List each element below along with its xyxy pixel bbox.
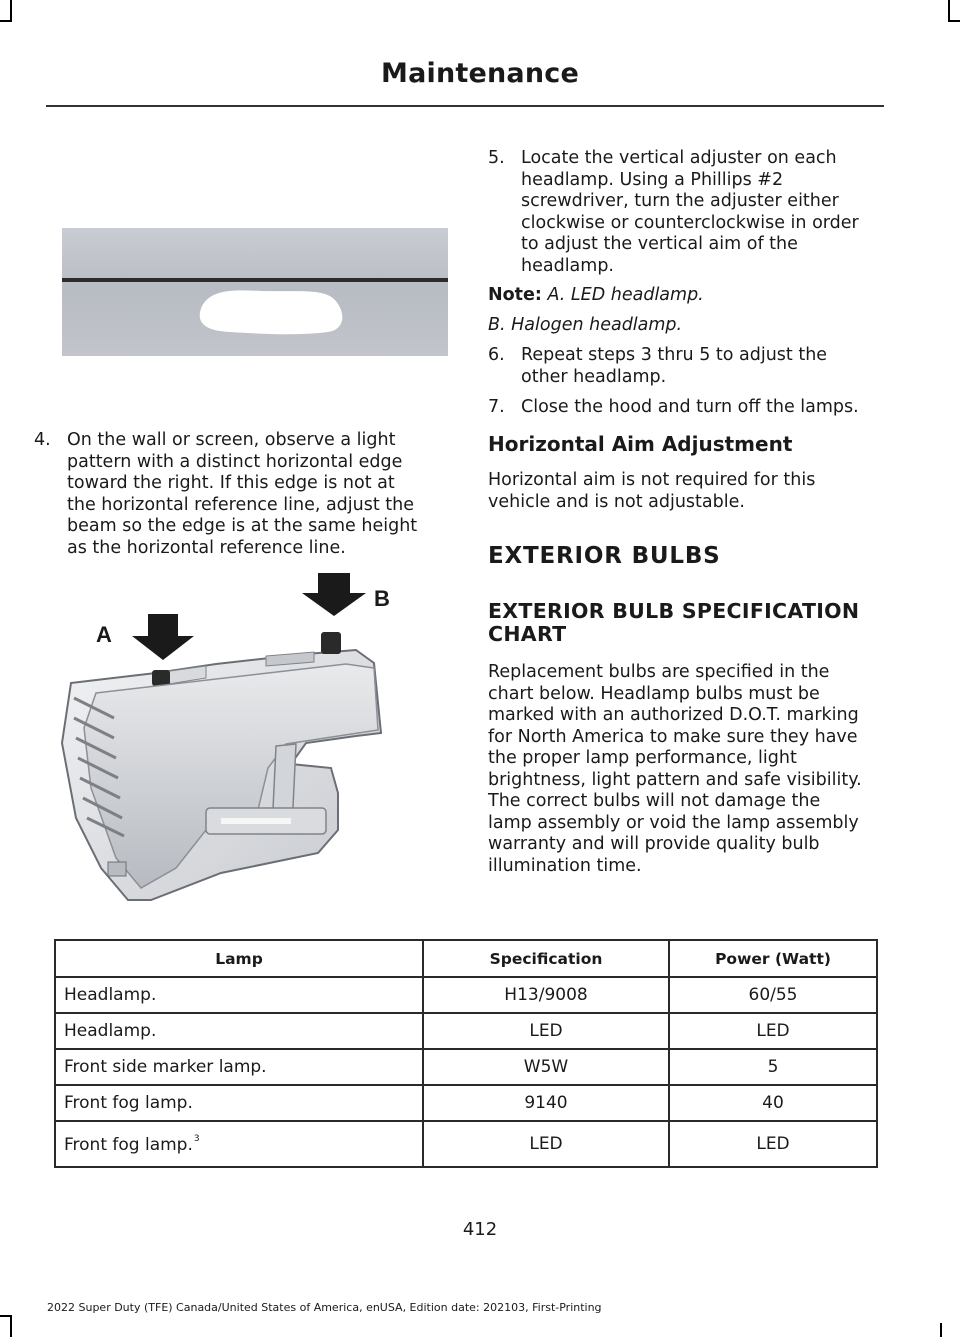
page-title: Maintenance <box>381 58 579 89</box>
table-cell: LED <box>423 1013 669 1049</box>
step-5 <box>488 148 898 283</box>
step-7 <box>488 397 898 421</box>
page-number: 412 <box>462 1219 498 1240</box>
edition-footer: 2022 Super Duty (TFE) Canada/United States of America, enUSA, Edition date: 202103, First-Printing <box>47 1301 602 1314</box>
text-line: the proper lamp performance, light <box>488 748 797 768</box>
text-line: Replacement bulbs are specified in the <box>488 662 830 682</box>
chart-heading <box>488 600 859 646</box>
paragraph <box>488 662 862 877</box>
text-line: CHART <box>488 622 567 646</box>
table-row <box>55 1049 877 1085</box>
bulb-specification-table <box>54 939 878 1168</box>
text-line: beam so the edge is at the same height <box>67 516 418 536</box>
table-cell: H13/9008 <box>423 977 669 1013</box>
step-text <box>521 148 859 277</box>
crop-mark <box>948 20 960 22</box>
step-number: 5. <box>488 148 505 168</box>
text-line: headlamp. Using a Phillips #2 <box>521 169 784 190</box>
step-number: 4. <box>34 430 51 450</box>
table-header-row <box>55 940 877 977</box>
crop-mark <box>948 0 950 22</box>
light-pattern-illustration <box>62 228 448 356</box>
text-line: toward the right. If this edge is not at <box>67 473 395 493</box>
arrow-b-icon <box>302 573 366 616</box>
text-line: EXTERIOR BULB SPECIFICATION <box>488 599 860 623</box>
table-cell: LED <box>423 1121 669 1167</box>
note-text: B. Halogen headlamp. <box>488 315 683 335</box>
cell-text: Front fog lamp. <box>64 1134 193 1155</box>
table-row <box>55 1121 877 1167</box>
step-text <box>521 345 827 388</box>
headlamp-assembly-illustration <box>56 568 436 908</box>
text-line: as the horizontal reference line. <box>67 537 346 558</box>
text-line: brightness, light pattern and safe visibility. <box>488 769 862 790</box>
table-cell: 60/55 <box>669 977 877 1013</box>
table-cell: Headlamp. <box>55 977 423 1013</box>
text-line: clockwise or counterclockwise in order <box>521 212 859 233</box>
text-line: marked with an authorized D.O.T. marking <box>488 705 859 725</box>
text-line: The correct bulbs will not damage the <box>488 791 821 811</box>
step-text: Close the hood and turn off the lamps. <box>521 397 859 417</box>
step-number: 6. <box>488 345 505 365</box>
table-cell: Front side marker lamp. <box>55 1049 423 1085</box>
crop-mark <box>10 1315 12 1337</box>
text-line: lamp assembly or void the lamp assembly <box>488 812 859 833</box>
text-line: for North America to make sure they have <box>488 726 858 747</box>
paragraph <box>488 470 815 513</box>
note-text: A. LED headlamp. <box>547 285 704 305</box>
table-cell: Front fog lamp. <box>55 1085 423 1121</box>
step-4 <box>34 430 454 565</box>
header-divider <box>46 105 884 107</box>
crop-mark <box>10 0 12 22</box>
crop-mark <box>940 1323 942 1337</box>
table-cell: LED <box>669 1013 877 1049</box>
table-cell: LED <box>669 1121 877 1167</box>
text-line: to adjust the vertical aim of the <box>521 234 798 254</box>
table-cell: Headlamp. <box>55 1013 423 1049</box>
text-line: vehicle and is not adjustable. <box>488 491 745 512</box>
text-line: On the wall or screen, observe a light <box>67 430 396 450</box>
callout-label-b: B <box>374 586 390 611</box>
text-line: headlamp. <box>521 255 614 276</box>
column-header: Lamp <box>55 940 423 977</box>
arrow-a-icon <box>132 614 194 660</box>
text-line: Locate the vertical adjuster on each <box>521 148 837 168</box>
text-line: the horizontal reference line, adjust the <box>67 494 415 515</box>
table-row <box>55 1013 877 1049</box>
text-line: illumination time. <box>488 855 642 876</box>
table-row <box>55 1085 877 1121</box>
step-text <box>67 430 417 559</box>
column-header: Specification <box>423 940 669 977</box>
section-heading: EXTERIOR BULBS <box>488 543 721 569</box>
crop-mark <box>0 20 12 22</box>
note-label: Note: <box>488 285 542 305</box>
table-cell: 5 <box>669 1049 877 1085</box>
table-cell: 40 <box>669 1085 877 1121</box>
step-6 <box>488 345 898 390</box>
table-row <box>55 977 877 1013</box>
text-line: pattern with a distinct horizontal edge <box>67 451 403 472</box>
text-line: Horizontal aim is not required for this <box>488 470 816 490</box>
text-line: other headlamp. <box>521 366 667 387</box>
table-cell <box>55 1121 423 1167</box>
text-line: warranty and will provide quality bulb <box>488 834 820 854</box>
callout-label-a: A <box>96 622 112 647</box>
column-header: Power (Watt) <box>669 940 877 977</box>
text-line: screwdriver, turn the adjuster either <box>521 191 839 211</box>
text-line: chart below. Headlamp bulbs must be <box>488 683 820 704</box>
table-cell: 9140 <box>423 1085 669 1121</box>
crop-mark <box>0 1315 12 1317</box>
subsection-heading: Horizontal Aim Adjustment <box>488 432 793 456</box>
footnote-marker: 3 <box>193 1133 200 1144</box>
text-line: Repeat steps 3 thru 5 to adjust the <box>521 345 828 365</box>
note <box>488 285 704 307</box>
step-number: 7. <box>488 397 505 417</box>
table-cell: W5W <box>423 1049 669 1085</box>
